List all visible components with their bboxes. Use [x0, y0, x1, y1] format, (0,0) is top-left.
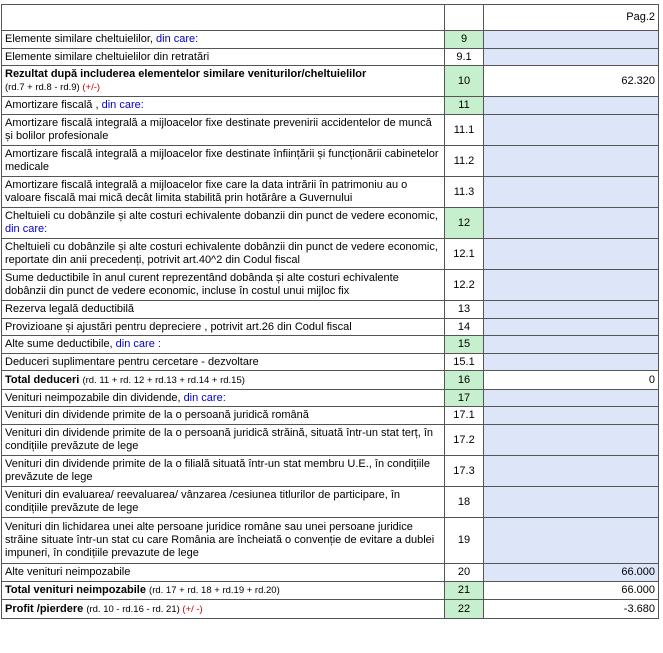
row-label: Rezerva legală deductibilă — [5, 303, 135, 315]
row-value: 62.320 — [484, 66, 659, 97]
row-formula: (rd. 10 - rd.16 - rd. 21) — [86, 603, 180, 615]
row-description — [2, 564, 445, 582]
row-value[interactable] — [484, 407, 659, 425]
row-number: 11.1 — [445, 115, 484, 146]
row-description — [2, 239, 445, 270]
row-description — [2, 270, 445, 301]
row-number: 13 — [445, 301, 484, 319]
form-row — [2, 97, 659, 115]
row-formula: (rd. 11 + rd. 12 + rd.13 + rd.14 + rd.15) — [82, 374, 245, 386]
row-value[interactable] — [484, 146, 659, 177]
row-number: 17.1 — [445, 407, 484, 425]
row-label: Venituri din evaluarea/ reevaluarea/ vânzarea /cesiunea titlurilor de participare, în condițiile prevăzute de lege — [5, 489, 401, 514]
form-row — [2, 487, 659, 518]
page-label: Pag.2 — [484, 5, 659, 31]
row-description — [2, 301, 445, 319]
row-description — [2, 371, 445, 390]
row-number: 22 — [445, 600, 484, 619]
din-care-label: din care: — [183, 391, 226, 404]
din-care-label: din care: — [156, 33, 199, 45]
form-row — [2, 582, 659, 600]
row-value[interactable] — [484, 319, 659, 336]
row-label: Amortizare fiscală integrală a mijloacelor fixe destinate înființării și funcționării cabinetelor medicale — [5, 148, 439, 173]
row-value[interactable]: 66.000 — [484, 564, 659, 582]
form-row — [2, 336, 659, 354]
form-row — [2, 518, 659, 564]
row-value[interactable] — [484, 97, 659, 115]
form-row — [2, 319, 659, 336]
row-number: 21 — [445, 582, 484, 600]
row-value: 66.000 — [484, 582, 659, 600]
form-row — [2, 146, 659, 177]
row-label: Alte venituri neimpozabile — [5, 566, 131, 578]
row-label: Venituri din dividende primite de la o filială situată într-un stat membru U.E., în condițiile prevăzute de lege — [5, 458, 430, 483]
row-value: -3.680 — [484, 600, 659, 619]
row-value[interactable] — [484, 239, 659, 270]
row-description — [2, 390, 445, 407]
row-label: Venituri din lichidarea unei alte persoane juridice române sau unei persoane juridice străine situate într-un stat cu care România are încheiată o convenție de evitare a dublei impuneri, în condițiile prevazute de lege — [5, 521, 435, 559]
row-number: 15.1 — [445, 354, 484, 371]
form-row — [2, 115, 659, 146]
sign-indicator: (+/-) — [79, 82, 101, 93]
row-label: Profit /pierdere — [5, 602, 84, 615]
row-number: 17.3 — [445, 456, 484, 487]
row-number: 16 — [445, 371, 484, 390]
form-row — [2, 208, 659, 239]
row-number: 12 — [445, 208, 484, 239]
row-description — [2, 354, 445, 371]
row-value[interactable] — [484, 115, 659, 146]
row-number: 12.1 — [445, 239, 484, 270]
row-number: 9 — [445, 31, 484, 49]
row-value[interactable] — [484, 456, 659, 487]
row-label: Amortizare fiscală integrală a mijloacelor fixe care la data intrării în patrimoniu au o valoare fiscală mai mică decât limita stabilită prin hotărâre a Guvernului — [5, 179, 408, 204]
row-number: 19 — [445, 518, 484, 564]
row-description — [2, 49, 445, 66]
row-value[interactable] — [484, 354, 659, 371]
row-label: Cheltuieli cu dobânzile și alte costuri echivalente dobânzii din punct de vedere economic, reportate din anii precedenți, potrivit art.40^2 din Codul fiscal — [5, 241, 438, 266]
row-description — [2, 487, 445, 518]
row-label: Provizioane și ajustări pentru depreciere , potrivit art.26 din Codul fiscal — [5, 320, 352, 333]
sign-indicator: (+/ -) — [179, 603, 203, 615]
row-number: 20 — [445, 564, 484, 582]
row-number: 17 — [445, 390, 484, 407]
row-formula: (rd. 17 + rd. 18 + rd.19 + rd.20) — [149, 585, 280, 596]
row-label: Elemente similare cheltuielilor, — [5, 33, 157, 45]
row-value[interactable] — [484, 177, 659, 208]
row-value[interactable] — [484, 336, 659, 354]
row-description — [2, 208, 445, 239]
header-num-cell — [445, 5, 484, 31]
row-description — [2, 319, 445, 336]
row-value[interactable] — [484, 390, 659, 407]
row-label: Amortizare fiscală , — [5, 99, 102, 111]
row-description — [2, 425, 445, 456]
row-number: 17.2 — [445, 425, 484, 456]
row-label: Cheltuieli cu dobânzile și alte costuri echivalente dobanzii din punct de vedere economic, — [5, 210, 438, 222]
form-row — [2, 390, 659, 407]
row-number: 11 — [445, 97, 484, 115]
page-header-row — [2, 5, 659, 31]
row-number: 15 — [445, 336, 484, 354]
form-row — [2, 239, 659, 270]
row-label: Total deduceri — [5, 373, 80, 386]
form-row — [2, 49, 659, 66]
row-label: Amortizare fiscală integrală a mijloacelor fixe destinate prevenirii accidentelor de muncă și bolilor profesionale — [5, 117, 432, 142]
form-row — [2, 177, 659, 208]
row-description — [2, 146, 445, 177]
row-description — [2, 518, 445, 564]
row-description — [2, 66, 445, 97]
row-number: 18 — [445, 487, 484, 518]
row-description — [2, 336, 445, 354]
header-desc-cell — [2, 5, 445, 31]
row-value[interactable] — [484, 518, 659, 564]
row-label: Alte sume deductibile, — [5, 338, 116, 350]
row-value[interactable] — [484, 270, 659, 301]
row-description — [2, 582, 445, 600]
form-row — [2, 600, 659, 619]
form-row — [2, 301, 659, 319]
row-value[interactable] — [484, 301, 659, 319]
din-care-label: din care: — [5, 223, 48, 235]
row-description — [2, 97, 445, 115]
row-label: Elemente similare cheltuielilor din retratări — [5, 50, 210, 63]
form-row — [2, 66, 659, 97]
row-label: Venituri din dividende primite de la o persoană juridică străină, situată într-un stat terț, în condițiile prevăzute de lege — [5, 427, 434, 452]
form-row — [2, 456, 659, 487]
din-care-label: din care: — [101, 99, 144, 111]
row-label: Sume deductibile în anul curent reprezentând dobânda și alte costuri echivalente dobânzii din punct de vedere economic, incluse în costul unui mijloc fix — [5, 272, 399, 297]
row-value: 0 — [484, 371, 659, 390]
row-number: 9.1 — [445, 49, 484, 66]
din-care-label: din care : — [115, 338, 161, 350]
row-label: Total venituri neimpozabile — [5, 584, 146, 596]
row-description — [2, 600, 445, 619]
row-number: 11.2 — [445, 146, 484, 177]
form-row — [2, 371, 659, 390]
row-description — [2, 31, 445, 49]
form-row — [2, 407, 659, 425]
row-description — [2, 177, 445, 208]
row-label: Venituri din dividende primite de la o persoană juridică română — [5, 409, 309, 421]
form-row — [2, 270, 659, 301]
row-label: Deduceri suplimentare pentru cercetare - dezvoltare — [5, 355, 259, 368]
row-formula: (rd.7 + rd.8 - rd.9) — [5, 82, 80, 93]
form-row — [2, 354, 659, 371]
row-number: 10 — [445, 66, 484, 97]
row-value[interactable] — [484, 31, 659, 49]
row-number: 12.2 — [445, 270, 484, 301]
row-label: Rezultat după includerea elementelor similare veniturilor/cheltuielilor — [5, 68, 367, 80]
row-description — [2, 115, 445, 146]
form-row — [2, 425, 659, 456]
row-value[interactable] — [484, 49, 659, 66]
row-label: Venituri neimpozabile din dividende, — [5, 391, 184, 404]
row-number: 11.3 — [445, 177, 484, 208]
row-value[interactable] — [484, 208, 659, 239]
form-body — [2, 5, 659, 619]
row-value[interactable] — [484, 425, 659, 456]
row-number: 14 — [445, 319, 484, 336]
declaration-form-table — [1, 4, 659, 619]
form-row — [2, 31, 659, 49]
row-description — [2, 407, 445, 425]
row-value[interactable] — [484, 487, 659, 518]
form-row — [2, 564, 659, 582]
row-description — [2, 456, 445, 487]
